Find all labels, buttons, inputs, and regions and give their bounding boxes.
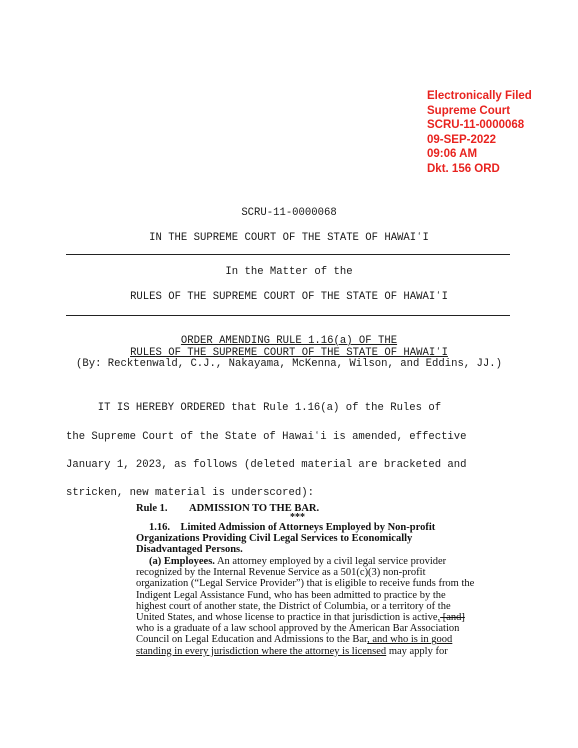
rule-text: recognized by the Internal Revenue Service as a 501(c)(3) non-profit: [136, 567, 426, 579]
omission-stars: ***: [290, 512, 305, 523]
rule-number: Rule 1.: [136, 503, 168, 514]
order-title: [0, 336, 578, 371]
order-byline: (By: Recktenwald, C.J., Nakayama, McKenna, Wilson, and Eddins, JJ.): [76, 358, 502, 370]
rule-text: An attorney employed by a civil legal service provider: [216, 556, 447, 567]
inserted-text: standing in every jurisdiction where the attorney is licensed: [136, 645, 387, 657]
section-title-line: Limited Admission of Attorneys Employed by Non-profit: [180, 522, 436, 533]
stamp-docket: Dkt. 156 ORD: [427, 162, 500, 175]
case-number: SCRU-11-0000068: [241, 207, 337, 219]
section-number: 1.16.: [149, 522, 170, 533]
order-text-line: the Supreme Court of the State of Hawaiʻi is amended, effective: [66, 431, 467, 443]
matter-line-1: In the Matter of the: [225, 266, 353, 278]
section-title-line: Organizations Providing Civil Legal Services to Economically: [136, 533, 413, 545]
order-title-line-2: RULES OF THE SUPREME COURT OF THE STATE OF HAWAIʻI: [130, 346, 448, 359]
matter-line-2: RULES OF THE SUPREME COURT OF THE STATE OF HAWAIʻI: [130, 291, 448, 303]
caption-divider-bottom: [66, 315, 510, 316]
rule-text: may apply for: [386, 645, 448, 657]
section-title-line: Disadvantaged Persons.: [136, 544, 243, 556]
electronic-filing-stamp: [427, 89, 567, 177]
rule-title: ADMISSION TO THE BAR.: [189, 503, 320, 514]
order-text-line: IT IS HEREBY ORDERED that Rule 1.16(a) of the Rules of: [66, 402, 442, 414]
stamp-time: 09:06 AM: [427, 148, 478, 161]
subsection-a: [136, 556, 475, 657]
subsection-label: (a) Employees.: [149, 556, 215, 567]
order-text-line: stricken, new material is underscored):: [66, 487, 314, 499]
rule-text: who is a graduate of a law school approved by the American Bar Association: [136, 623, 460, 635]
section-heading: [136, 522, 456, 556]
stamp-date: 09-SEP-2022: [427, 133, 497, 146]
caption-divider-top: [66, 254, 510, 255]
rule-text: Indigent Legal Assistance Fund, who has been admitted to practice by the: [136, 589, 446, 601]
inserted-text: ,: [437, 612, 441, 624]
rule-text: United States, and whose license to practice in that jurisdiction is active: [136, 612, 438, 624]
rule-text: highest court of another state, the District of Columbia, or a territory of the: [136, 600, 451, 612]
stamp-line: Supreme Court: [427, 104, 511, 117]
stamp-case-number: SCRU-11-0000068: [427, 119, 525, 132]
rule-text: organization (“Legal Service Provider”) that is eligible to receive funds from the: [136, 578, 475, 590]
order-title-line-1: ORDER AMENDING RULE 1.16(a) OF THE: [180, 335, 398, 347]
court-name: IN THE SUPREME COURT OF THE STATE OF HAWAIʻI: [149, 232, 429, 244]
stamp-line: Electronically Filed: [427, 90, 532, 102]
deleted-text: [and]: [440, 612, 465, 624]
rule-text: Council on Legal Education and Admissions to the Bar: [136, 634, 368, 646]
inserted-text: , and who is in good: [367, 634, 453, 646]
order-text-line: January 1, 2023, as follows (deleted material are bracketed and: [66, 459, 467, 471]
